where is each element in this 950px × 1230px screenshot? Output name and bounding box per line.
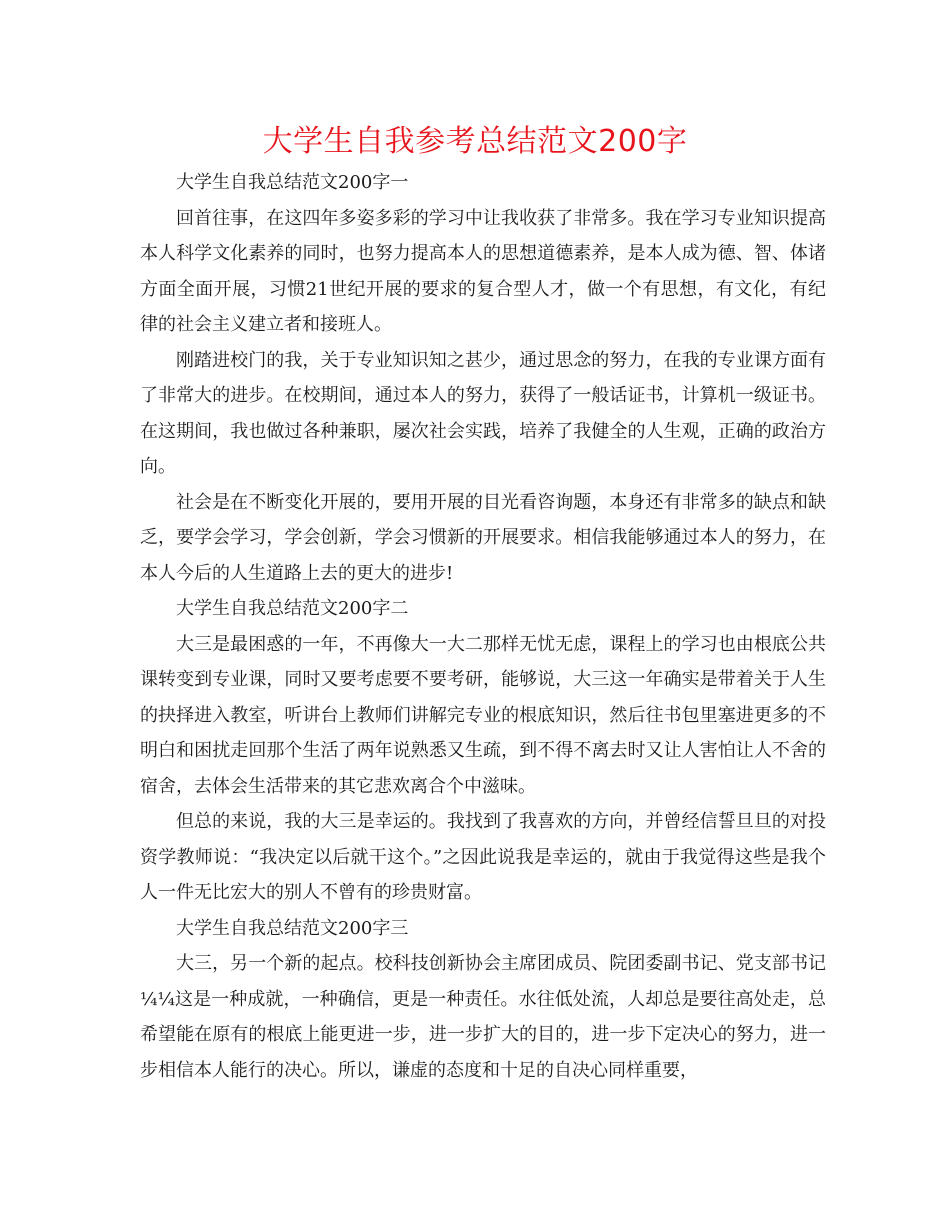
- section-heading-3: 大学生自我总结范文200字三: [176, 917, 409, 939]
- document-body: [140, 165, 826, 1088]
- paragraph: 大三，另一个新的起点。校科技创新协会主席团成员、院团委副书记、党支部书记¼¼这是一种成就，一种确信，更是一种责任。水往低处流，人却总是要往高处走，总希望能在原有的根底上能更进一步，进一步扩大的目的，进一步下定决心的努力，进一步相信本人能行的决心。所以，谦虚的态度和十足的自决心同样重要，: [140, 953, 826, 1081]
- paragraph: 回首往事，在这四年多姿多彩的学习中让我收获了非常多。我在学习专业知识提高本人科学文化素养的同时，也努力提高本人的思想道德素养，是本人成为德、智、体诸方面全面开展，习惯21世纪开展的要求的复合型人才，做一个有思想，有文化，有纪律的社会主义建立者和接班人。: [140, 207, 826, 335]
- document-title: 大学生自我参考总结范文200字: [262, 124, 688, 159]
- paragraph: 但总的来说，我的大三是幸运的。我找到了我喜欢的方向，并曾经信誓旦旦的对投资学教师说：“我决定以后就干这个。”之因此说我是幸运的，就由于我觉得这些是我个人一件无比宏大的别人不曾有的珍贵财富。: [140, 811, 826, 903]
- paragraph: 刚踏进校门的我，关于专业知识知之甚少，通过思念的努力，在我的专业课方面有了非常大的进步。在校期间，通过本人的努力，获得了一般话证书，计算机一级证书。在这期间，我也做过各种兼职，屡次社会实践，培养了我健全的人生观，正确的政治方向。: [140, 349, 826, 477]
- paragraph: 大三是最困惑的一年，不再像大一大二那样无忧无虑，课程上的学习也由根底公共课转变到专业课，同时又要考虑要不要考研，能够说，大三这一年确实是带着关于人生的抉择进入教室，听讲台上教师们讲解完专业的根底知识，然后往书包里塞进更多的不明白和困扰走回那个生活了两年说熟悉又生疏，到不得不离去时又让人害怕让人不舍的宿舍，去体会生活带来的其它悲欢离合个中滋味。: [140, 633, 826, 797]
- paragraph: 社会是在不断变化开展的，要用开展的目光看咨询题，本身还有非常多的缺点和缺乏，要学会学习，学会创新，学会习惯新的开展要求。相信我能够通过本人的努力，在本人今后的人生道路上去的更大的进步!: [140, 491, 826, 584]
- section-heading-1: 大学生自我总结范文200字一: [176, 172, 409, 193]
- section-heading-2: 大学生自我总结范文200字二: [176, 598, 409, 619]
